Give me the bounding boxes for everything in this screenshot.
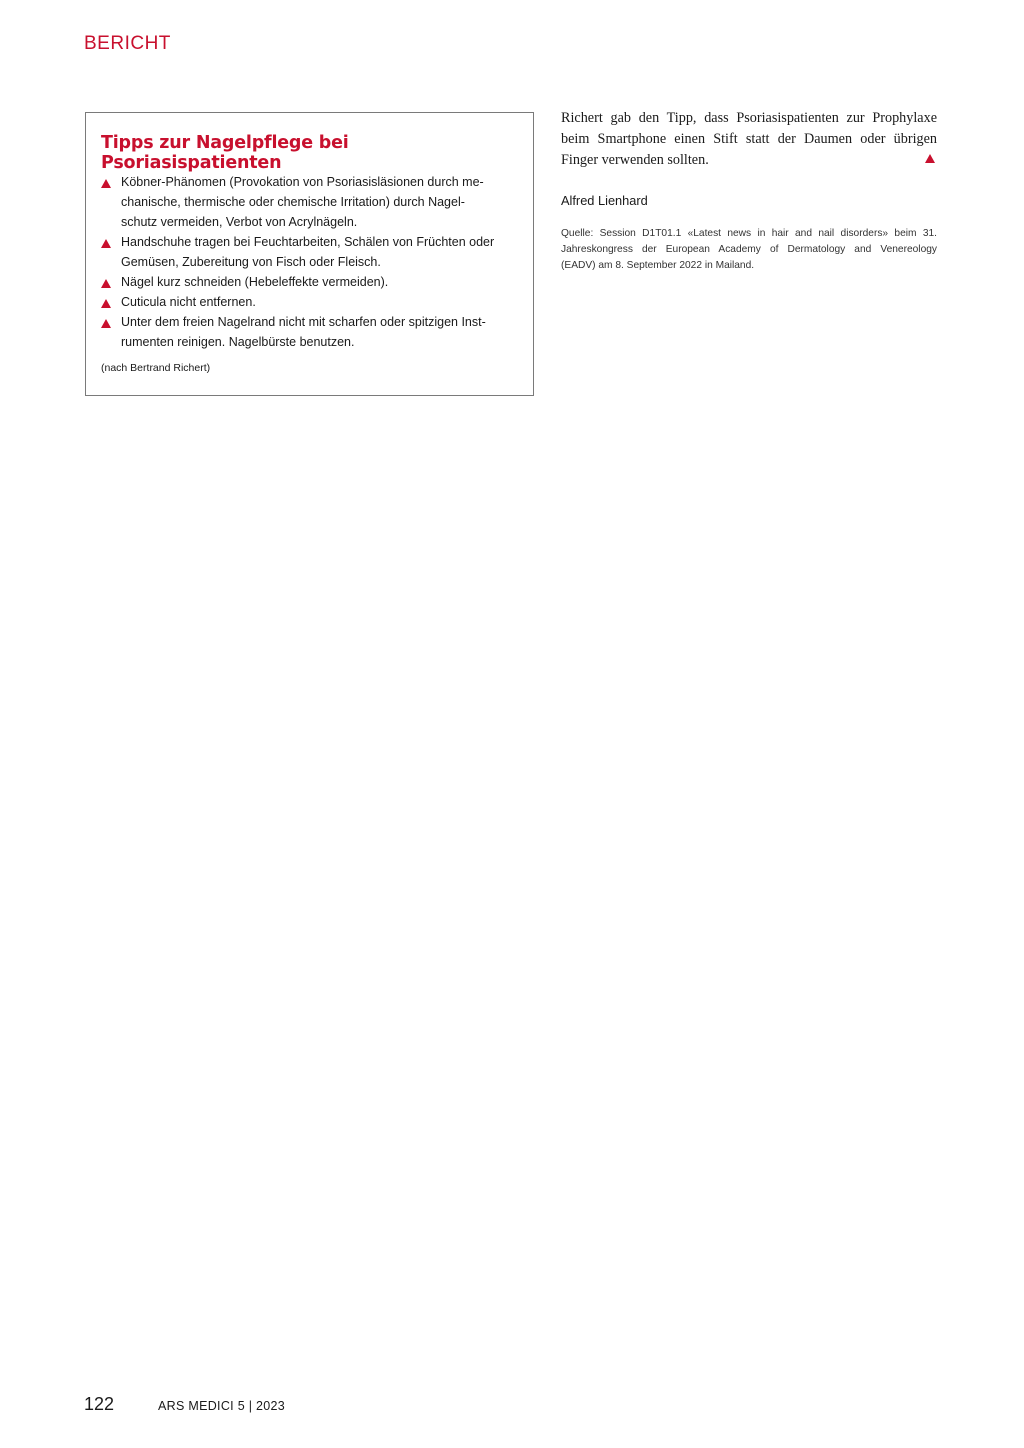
list-item (100, 232, 520, 272)
tip-line: Unter dem freien Nagelrand nicht mit scharfen oder spitzigen Inst- (121, 315, 486, 329)
journal-name: ARS MEDICI 5 | 2023 (158, 1399, 286, 1413)
tips-infobox (85, 112, 534, 396)
paragraph-line: beim Smartphone einen Stift statt der Daumen oder übrigen (561, 131, 937, 147)
list-item (100, 292, 520, 312)
tip-line: Köbner-Phänomen (Provokation von Psoriasisläsionen durch me- (121, 175, 484, 189)
list-item (100, 312, 520, 352)
tip-line: Cuticula nicht entfernen. (121, 295, 256, 309)
triangle-bullet-icon (101, 179, 111, 188)
source-note (561, 226, 937, 274)
paragraph-line: Richert gab den Tipp, dass Psoriasispatienten zur Prophylaxe (561, 110, 937, 126)
list-item (100, 172, 520, 232)
triangle-bullet-icon (101, 299, 111, 308)
source-line: (EADV) am 8. September 2022 in Mailand. (561, 260, 755, 271)
end-mark-triangle-icon (925, 154, 935, 163)
source-line: Quelle: Session D1T01.1 «Latest news in hair and nail disorders» beim 31. (561, 228, 937, 239)
triangle-bullet-icon (101, 279, 111, 288)
tip-line: chanische, thermische oder chemische Irritation) durch Nagel- (121, 195, 465, 209)
author-name: Alfred Lienhard (561, 193, 648, 208)
tip-line: Nägel kurz schneiden (Hebeleffekte vermeiden). (121, 275, 389, 289)
tip-line: rumenten reinigen. Nagelbürste benutzen. (121, 335, 355, 349)
tip-line: Gemüsen, Zubereitung von Fisch oder Fleisch. (121, 255, 381, 269)
list-item (100, 272, 520, 292)
paragraph-line: Finger verwenden sollten. (561, 152, 709, 168)
tips-list (100, 172, 520, 352)
section-label: BERICHT (84, 33, 171, 54)
article-paragraph (561, 108, 937, 171)
triangle-bullet-icon (101, 319, 111, 328)
tip-line: Handschuhe tragen bei Feuchtarbeiten, Schälen von Früchten oder (121, 235, 495, 249)
infobox-title: Tipps zur Nagelpflege bei Psoriasispatienten (101, 133, 349, 173)
triangle-bullet-icon (101, 239, 111, 248)
infobox-note: (nach Bertrand Richert) (101, 362, 211, 374)
source-line: Jahreskongress der European Academy of Dermatology and Venereology (561, 244, 937, 255)
page-number: 122 (84, 1394, 115, 1414)
tip-line: schutz vermeiden, Verbot von Acrylnägeln. (121, 215, 358, 229)
